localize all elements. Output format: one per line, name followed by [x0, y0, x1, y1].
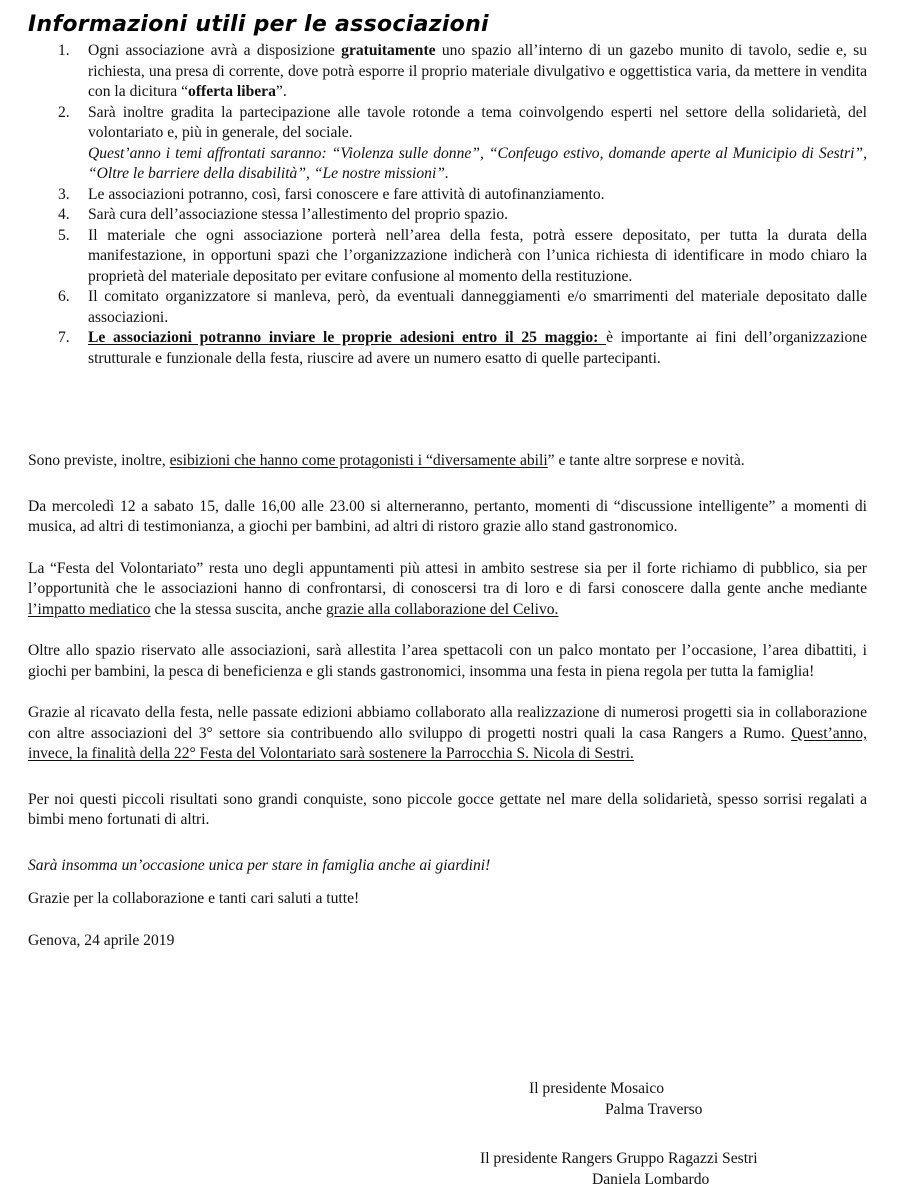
- item-text: Ogni associazione avrà a disposizione: [88, 42, 342, 59]
- signature-block-rangers: [480, 1148, 758, 1190]
- item-number: 4.: [58, 206, 70, 223]
- item-text: Sarà cura dell’associazione stessa l’allestimento del proprio spazio.: [88, 206, 509, 223]
- item-bold-text: offerta libera: [188, 83, 276, 100]
- item-number: 3.: [58, 185, 70, 203]
- item-number: 2.: [58, 103, 70, 121]
- paragraph-thanks: Grazie per la collaborazione e tanti cari saluti a tutte!: [28, 890, 360, 907]
- list-item: [51, 185, 867, 206]
- item-number: 1.: [58, 42, 70, 59]
- signature-name: Daniela Lombardo: [592, 1171, 710, 1188]
- rules-list: [51, 41, 867, 369]
- item-number: 6.: [58, 288, 70, 305]
- list-item: [51, 287, 867, 328]
- date-line: Genova, 24 aprile 2019: [28, 931, 175, 949]
- underlined-text: Quest’anno, invece, la finalità della 22° Festa del Volontariato sarà sostenere la Parrocchia S. Nicola di Sestri.: [28, 724, 867, 762]
- signature-name: Palma Traverso: [605, 1101, 703, 1118]
- paragraph-results: Per noi questi piccoli risultati sono grandi conquiste, sono piccole gocce gettate nel mare della solidarietà, spesso sorrisi regalati a bimbi meno fortunati di altri.: [28, 790, 867, 828]
- paragraph-schedule: Da mercoledì 12 a sabato 15, dalle 16,00 alle 23.00 si alterneranno, pertanto, momenti di “discussione intelligente” a momenti di musica, ad altri di testimonianza, a giochi per bambini, ad altri di ristoro grazie allo stand gastronomico.: [28, 497, 867, 535]
- paragraph-text: ” e tante altre sorprese e novità.: [547, 452, 745, 469]
- list-item: [51, 328, 867, 369]
- paragraph-text: Grazie al ricavato della festa, nelle passate edizioni abbiamo collaborato alla realizzazione di numerosi progetti sia in collaborazione con altre associazioni del 3° settore sia contribuendo allo sviluppo di progetti nostri quali la casa Rangers a Rumo.: [28, 704, 867, 742]
- paragraph-text: La “Festa del Volontariato” resta uno degli appuntamenti più attesi in ambito sestrese sia per il forte richiamo di pubblico, sia per l’opportunità che le associazioni hanno di confrontarsi, di conoscersi tra di loro e di farsi conoscere dalla gente anche mediante: [28, 559, 867, 597]
- underlined-text: l’impatto mediatico: [28, 600, 151, 618]
- item-text: Le associazioni potranno, così, farsi conoscere e fare attività di autofinanziamento.: [88, 185, 605, 203]
- underlined-text: grazie alla collaborazione del Celivo.: [325, 600, 559, 618]
- item-number: 7.: [58, 329, 70, 346]
- item-bold-underlined-text: Le associazioni potranno inviare le proprie adesioni entro il 25 maggio:: [88, 329, 607, 346]
- paragraph-areas: Oltre allo spazio riservato alle associazioni, sarà allestita l’area spettacoli con un palco montato per l’occasione, l’area dibattiti, i giochi per bambini, la pesca di beneficienza e gli stands gastronomici, insomma una festa in piena regola per tutta la famiglia!: [28, 642, 867, 680]
- item-number: 5.: [58, 226, 70, 244]
- signature-block-mosaico: [529, 1078, 702, 1120]
- list-item: [51, 205, 867, 226]
- document-title: Informazioni utili per le associazioni: [28, 12, 489, 37]
- signature-role: Il presidente Rangers Gruppo Ragazzi Sestri: [480, 1150, 758, 1167]
- paragraph-text: che la stessa suscita, anche: [150, 600, 326, 618]
- list-item: [51, 226, 867, 288]
- paragraph-festival: [28, 559, 867, 621]
- item-text: Sarà inoltre gradita la partecipazione alle tavole rotonde a tema coinvolgendo esperti nel settore della solidarietà, del volontariato e, più in generale, del sociale.: [88, 103, 867, 141]
- item-text: ”.: [275, 83, 287, 100]
- body-text: [28, 451, 867, 951]
- item-italic-text: Quest’anno i temi affrontati saranno: “Violenza sulle donne”, “Confeugo estivo, domande aperte al Municipio di Sestri”, “Oltre le barriere della disabilità”, “Le nostre missioni”.: [88, 144, 867, 182]
- item-bold-text: gratuitamente: [341, 42, 436, 59]
- paragraph-proceeds: [28, 703, 867, 765]
- item-text: è importante ai fini dell’organizzazione strutturale e funzionale della festa, riuscire ad avere un numero esatto di quelle partecipanti.: [88, 329, 868, 367]
- signature-role: Il presidente Mosaico: [529, 1080, 665, 1097]
- paragraph-performances: [28, 451, 867, 472]
- paragraph-closing-italic: Sarà insomma un’occasione unica per stare in famiglia anche ai giardini!: [28, 856, 491, 874]
- list-item: [51, 103, 867, 185]
- item-text: Il materiale che ogni associazione porterà nell’area della festa, potrà essere depositato, per tutta la durata della manifestazione, in opportuni spazi che l’organizzazione indicherà con l’unica richiesta di identificare in modo chiaro la proprietà del materiale depositato per evitare confusione al momento della restituzione.: [88, 226, 867, 285]
- item-text: Il comitato organizzatore si manleva, però, da eventuali danneggiamenti e/o smarrimenti del materiale depositato dalle associazioni.: [88, 288, 867, 326]
- underlined-text: esibizioni che hanno come protagonisti i “diversamente abili: [169, 452, 548, 469]
- paragraph-text: Sono previste, inoltre,: [28, 452, 170, 469]
- list-item: [51, 41, 867, 103]
- item-text: uno spazio all’interno di un gazebo munito di tavolo, sedie e, su richiesta, una presa di corrente, dove potrà esporre il proprio materiale divulgativo e oggettistica varia, da mettere in vendita con la dicitura “: [88, 42, 867, 100]
